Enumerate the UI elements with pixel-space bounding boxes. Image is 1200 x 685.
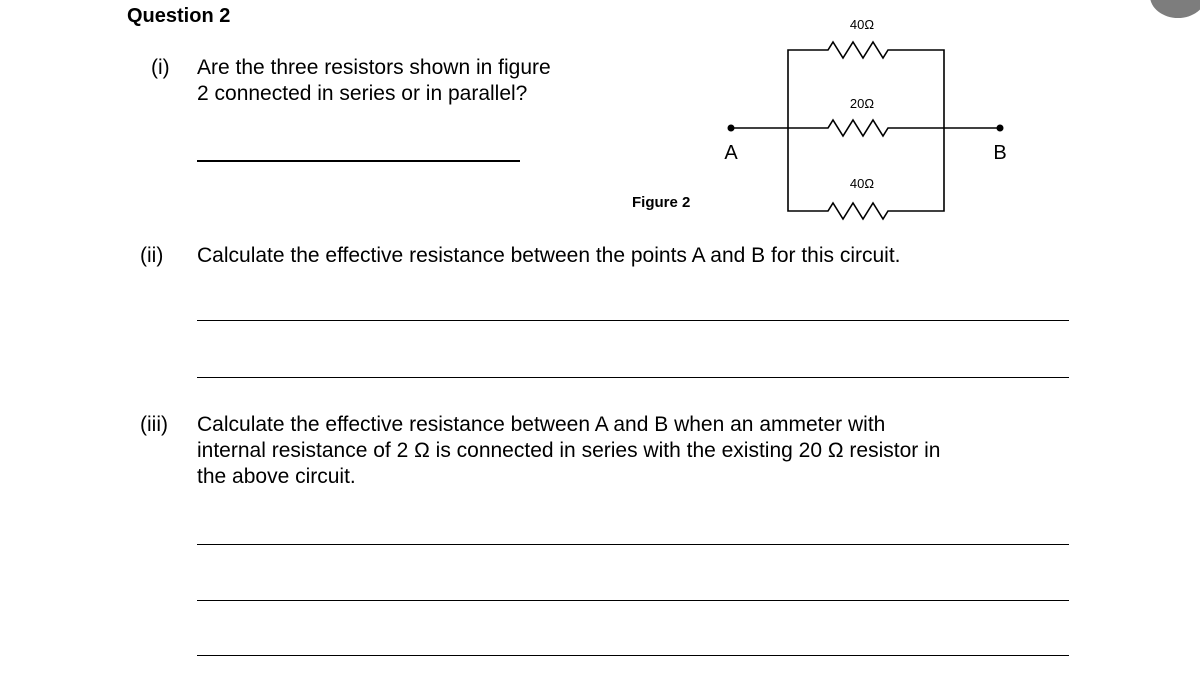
- part-ii-answer-line-1[interactable]: [197, 320, 1069, 321]
- part-iii-text: [197, 412, 940, 490]
- terminal-a-dot: [728, 125, 735, 132]
- part-iii-text-line3: the above circuit.: [197, 465, 356, 488]
- middle-branch-wire: [731, 120, 1000, 136]
- top-branch-wire: [788, 42, 944, 128]
- resistor-top-label: 40Ω: [849, 17, 875, 32]
- part-iii-answer-line-3[interactable]: [197, 655, 1069, 656]
- part-i-answer-line[interactable]: [197, 160, 520, 162]
- bottom-branch-wire: [788, 128, 944, 219]
- part-ii-text: Calculate the effective resistance between the points A and B for this circuit.: [197, 244, 901, 267]
- part-iii-text-line2: internal resistance of 2 Ω is connected in series with the existing 20 Ω resistor in: [197, 439, 941, 462]
- part-i-number: (i): [151, 56, 170, 79]
- resistor-middle-label: 20Ω: [849, 96, 875, 111]
- part-iii-answer-line-2[interactable]: [197, 600, 1069, 601]
- question-title: Question 2: [127, 5, 231, 27]
- part-iii-answer-line-1[interactable]: [197, 544, 1069, 545]
- figure-caption: Figure 2: [632, 194, 691, 211]
- resistor-bottom-label: 40Ω: [849, 176, 875, 191]
- part-i-text-line1: Are the three resistors shown in figure: [197, 56, 551, 79]
- part-i-text: [197, 55, 551, 107]
- part-i-text-line2: 2 connected in series or in parallel?: [197, 82, 528, 105]
- terminal-b-dot: [997, 125, 1004, 132]
- part-iii-text-line1: Calculate the effective resistance between A and B when an ammeter with: [197, 413, 886, 436]
- terminal-a-label: A: [724, 142, 738, 164]
- part-ii-number: (ii): [140, 244, 164, 267]
- corner-badge: [1150, 0, 1200, 18]
- terminal-b-label: B: [993, 142, 1007, 164]
- circuit-diagram: [700, 0, 1030, 225]
- part-iii-number: (iii): [140, 413, 168, 436]
- part-ii-answer-line-2[interactable]: [197, 377, 1069, 378]
